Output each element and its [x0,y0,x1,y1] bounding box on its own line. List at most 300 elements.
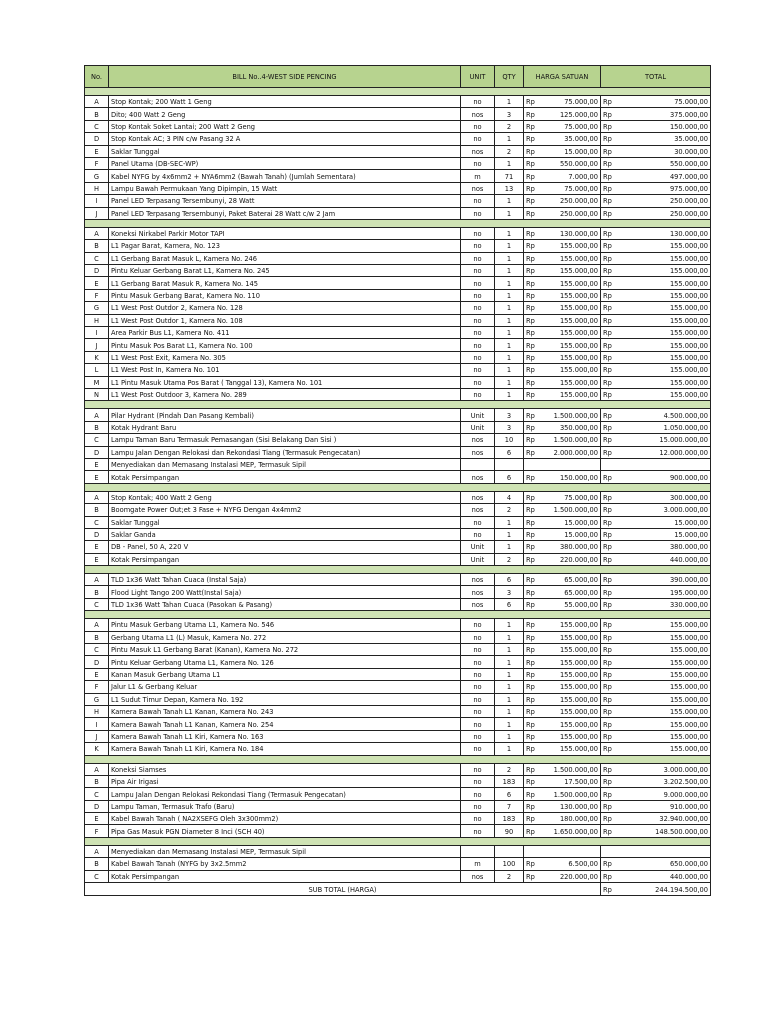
item-unit-price: 65.000,00 [543,586,601,598]
item-unit-price: 1.500.000,00 [543,434,601,446]
table-row [85,693,711,705]
item-unit: no [461,351,495,363]
item-no: K [85,743,109,755]
table-row [85,314,711,326]
item-unit-price: 155.000,00 [543,730,601,742]
header-no: No. [85,66,109,88]
price-currency: Rp [524,120,543,132]
item-unit: no [461,825,495,837]
item-unit: no [461,813,495,825]
item-description: L1 West Post Outdor 1, Kamera No. 108 [109,314,461,326]
item-unit: no [461,133,495,145]
table-row [85,302,711,314]
item-unit: no [461,516,495,528]
total-currency [601,458,619,470]
item-qty: 1 [495,388,524,400]
item-description: Pintu Masuk L1 Gerbang Barat (Kanan), Kamera No. 272 [109,644,461,656]
table-row [85,516,711,528]
item-unit: nos [461,108,495,120]
price-currency: Rp [524,763,543,775]
item-unit: no [461,339,495,351]
item-qty: 1 [495,541,524,553]
price-currency: Rp [524,693,543,705]
item-total: 155.000,00 [619,644,711,656]
price-currency: Rp [524,574,543,586]
item-no: C [85,516,109,528]
item-unit: nos [461,504,495,516]
item-description: Panel Utama (DB-SEC-WP) [109,157,461,169]
table-row [85,434,711,446]
item-unit: no [461,388,495,400]
item-description: DB - Panel, 50 A, 220 V [109,541,461,553]
table-row [85,644,711,656]
item-unit: nos [461,491,495,503]
item-no: F [85,157,109,169]
item-total [619,458,711,470]
table-row [85,870,711,882]
header-harga-satuan: HARGA SATUAN [524,66,601,88]
price-currency: Rp [524,705,543,717]
price-currency: Rp [524,314,543,326]
total-currency: Rp [601,145,619,157]
price-currency: Rp [524,656,543,668]
item-description: Saklar Tunggal [109,145,461,157]
table-row [85,327,711,339]
item-total: 440.000,00 [619,870,711,882]
price-currency: Rp [524,339,543,351]
item-qty: 183 [495,775,524,787]
total-currency: Rp [601,388,619,400]
item-no: A [85,619,109,631]
item-no: C [85,434,109,446]
item-unit-price: 15.000,00 [543,516,601,528]
item-unit-price: 155.000,00 [543,327,601,339]
item-no: B [85,108,109,120]
item-unit: nos [461,182,495,194]
item-qty: 1 [495,195,524,207]
item-description: Koneksi Nirkabel Parkir Motor TAPI [109,227,461,239]
item-unit-price: 550.000,00 [543,157,601,169]
section-band-cell [85,483,711,491]
table-row [85,491,711,503]
item-total: 330.000,00 [619,598,711,610]
item-qty: 6 [495,574,524,586]
item-total: 35.000,00 [619,133,711,145]
item-no: D [85,446,109,458]
item-total: 3.000.000,00 [619,504,711,516]
total-currency: Rp [601,409,619,421]
total-currency: Rp [601,195,619,207]
item-description: Gerbang Utama L1 (L) Masuk, Kamera No. 272 [109,631,461,643]
total-currency: Rp [601,586,619,598]
item-no: A [85,491,109,503]
total-currency: Rp [601,327,619,339]
table-row [85,471,711,483]
item-total: 155.000,00 [619,631,711,643]
item-qty: 1 [495,157,524,169]
item-unit: no [461,800,495,812]
item-total: 300.000,00 [619,491,711,503]
item-description: Panel LED Terpasang Tersembunyi, 28 Watt [109,195,461,207]
total-currency: Rp [601,302,619,314]
item-total: 9.000.000,00 [619,788,711,800]
item-unit: nos [461,434,495,446]
total-currency: Rp [601,446,619,458]
price-currency: Rp [524,516,543,528]
price-currency: Rp [524,858,543,870]
item-description: Menyediakan dan Memasang Instalasi MEP, Termasuk Sipil [109,845,461,857]
table-row [85,227,711,239]
item-description: Area Parkir Bus L1, Kamera No. 411 [109,327,461,339]
item-qty: 2 [495,553,524,565]
table-row [85,120,711,132]
table-row [85,351,711,363]
item-qty: 1 [495,339,524,351]
table-row [85,145,711,157]
item-no: C [85,870,109,882]
item-unit-price: 350.000,00 [543,421,601,433]
item-qty: 1 [495,265,524,277]
item-unit: no [461,376,495,388]
item-unit-price: 155.000,00 [543,289,601,301]
table-row [85,743,711,755]
item-description: Pintu Masuk Gerbang Barat, Kamera No. 110 [109,289,461,301]
item-unit-price: 220.000,00 [543,553,601,565]
item-total: 155.000,00 [619,656,711,668]
item-unit-price: 155.000,00 [543,388,601,400]
price-currency [524,458,543,470]
table-row [85,252,711,264]
item-qty: 1 [495,302,524,314]
total-currency: Rp [601,870,619,882]
total-currency: Rp [601,170,619,182]
item-unit-price: 130.000,00 [543,227,601,239]
item-total: 155.000,00 [619,265,711,277]
total-currency: Rp [601,504,619,516]
item-total: 440.000,00 [619,553,711,565]
item-total: 155.000,00 [619,619,711,631]
item-description: Lampu Jalan Dengan Relokasi dan Rekondasi Tiang (Termasuk Pengecatan) [109,446,461,458]
item-unit: nos [461,145,495,157]
price-currency: Rp [524,668,543,680]
item-unit: no [461,327,495,339]
total-currency: Rp [601,351,619,363]
item-description: L1 West Post Outdor 2, Kamera No. 128 [109,302,461,314]
table-row [85,265,711,277]
price-currency: Rp [524,327,543,339]
table-row [85,800,711,812]
item-no: E [85,541,109,553]
section-band [85,755,711,763]
item-description: Pilar Hydrant (Pindah Dan Pasang Kembali) [109,409,461,421]
item-total: 910.000,00 [619,800,711,812]
item-unit: nos [461,574,495,586]
item-qty [495,458,524,470]
item-qty: 10 [495,434,524,446]
item-no: J [85,339,109,351]
item-unit-price: 250.000,00 [543,195,601,207]
item-total: 497.000,00 [619,170,711,182]
item-unit: nos [461,446,495,458]
item-no: E [85,813,109,825]
item-description: Kamera Bawah Tanah L1 Kanan, Kamera No. 254 [109,718,461,730]
subtotal-row [85,883,711,896]
item-description: Stop Kontak AC; 3 PIN c/w Pasang 32 A [109,133,461,145]
item-total [619,845,711,857]
header-row [85,66,711,88]
item-total: 155.000,00 [619,351,711,363]
item-unit-price: 1.500.000,00 [543,409,601,421]
total-currency: Rp [601,813,619,825]
item-description: Lampu Bawah Permukaan Yang Dipimpin, 15 Watt [109,182,461,194]
item-total: 155.000,00 [619,718,711,730]
item-unit: no [461,705,495,717]
item-qty: 3 [495,421,524,433]
item-description: Koneksi Siamses [109,763,461,775]
item-unit-price [543,845,601,857]
total-currency: Rp [601,541,619,553]
item-total: 4.500.000,00 [619,409,711,421]
price-currency: Rp [524,277,543,289]
item-no: E [85,471,109,483]
item-qty: 1 [495,693,524,705]
item-qty: 3 [495,409,524,421]
item-unit: Unit [461,409,495,421]
header-unit: UNIT [461,66,495,88]
item-unit-price: 155.000,00 [543,693,601,705]
table-row [85,541,711,553]
item-qty: 1 [495,668,524,680]
price-currency: Rp [524,157,543,169]
item-unit: no [461,277,495,289]
item-unit-price: 380.000,00 [543,541,601,553]
item-unit-price: 220.000,00 [543,870,601,882]
price-currency: Rp [524,446,543,458]
item-unit: no [461,681,495,693]
item-qty: 1 [495,240,524,252]
item-qty: 1 [495,705,524,717]
item-unit: no [461,252,495,264]
item-description: Flood Light Tango 200 Watt(Instal Saja) [109,586,461,598]
item-qty: 1 [495,656,524,668]
item-unit: no [461,693,495,705]
total-currency: Rp [601,858,619,870]
table-row [85,277,711,289]
total-currency: Rp [601,743,619,755]
item-no: A [85,763,109,775]
header-title: BILL No..4-WEST SIDE PENCING [109,66,461,88]
table-row [85,763,711,775]
total-currency: Rp [601,108,619,120]
table-row [85,788,711,800]
item-unit-price: 65.000,00 [543,574,601,586]
item-description: Pintu Keluar Gerbang Barat L1, Kamera No. 245 [109,265,461,277]
item-unit-price: 155.000,00 [543,351,601,363]
item-description: Lampu Jalan Dengan Relokasi Rekondasi Tiang (Termasuk Pengecatan) [109,788,461,800]
item-qty: 1 [495,252,524,264]
item-qty: 1 [495,314,524,326]
table-row [85,553,711,565]
item-total: 148.500.000,00 [619,825,711,837]
table-row [85,656,711,668]
item-no: C [85,252,109,264]
item-total: 30.000,00 [619,145,711,157]
total-currency: Rp [601,376,619,388]
price-currency: Rp [524,240,543,252]
item-unit [461,845,495,857]
item-unit-price: 35.000,00 [543,133,601,145]
item-description: Dito; 400 Watt 2 Geng [109,108,461,120]
price-currency: Rp [524,170,543,182]
item-unit-price: 17.500,00 [543,775,601,787]
item-total: 15.000,00 [619,528,711,540]
total-currency: Rp [601,265,619,277]
item-total: 380.000,00 [619,541,711,553]
item-qty: 2 [495,763,524,775]
price-currency: Rp [524,388,543,400]
item-unit-price: 155.000,00 [543,364,601,376]
price-currency: Rp [524,195,543,207]
total-currency: Rp [601,289,619,301]
item-description: L1 Pintu Masuk Utama Pos Barat ( Tanggal 13), Kamera No. 101 [109,376,461,388]
item-qty: 1 [495,516,524,528]
item-unit: nos [461,586,495,598]
item-unit: no [461,743,495,755]
item-total: 155.000,00 [619,388,711,400]
item-total: 155.000,00 [619,277,711,289]
item-qty [495,845,524,857]
item-total: 975.000,00 [619,182,711,194]
item-unit-price: 1.500.000,00 [543,788,601,800]
table-row [85,845,711,857]
price-currency: Rp [524,619,543,631]
item-qty: 1 [495,644,524,656]
item-unit: Unit [461,421,495,433]
total-currency: Rp [601,775,619,787]
item-unit: no [461,157,495,169]
item-unit: no [461,619,495,631]
price-currency: Rp [524,351,543,363]
total-currency: Rp [601,788,619,800]
price-currency: Rp [524,743,543,755]
item-description: L1 Sudut Timur Depan, Kamera No. 192 [109,693,461,705]
item-no: H [85,314,109,326]
item-no: D [85,800,109,812]
table-row [85,504,711,516]
item-no: J [85,730,109,742]
item-total: 155.000,00 [619,240,711,252]
item-no: I [85,195,109,207]
table-row [85,598,711,610]
item-qty: 2 [495,120,524,132]
item-unit: no [461,314,495,326]
item-qty: 1 [495,351,524,363]
item-total: 375.000,00 [619,108,711,120]
item-description: Kotak Hydrant Baru [109,421,461,433]
total-currency: Rp [601,528,619,540]
item-no: D [85,265,109,277]
table-row [85,825,711,837]
item-total: 155.000,00 [619,327,711,339]
item-unit: m [461,170,495,182]
item-no: A [85,845,109,857]
item-unit: Unit [461,553,495,565]
subtotal-value: 244.194.500,00 [619,883,711,896]
item-qty: 3 [495,108,524,120]
item-total: 155.000,00 [619,339,711,351]
item-description: Lampu Taman Baru Termasuk Pemasangan (Sisi Belakang Dan Sisi ) [109,434,461,446]
item-unit-price: 155.000,00 [543,252,601,264]
item-qty: 1 [495,730,524,742]
table-row [85,170,711,182]
item-qty: 1 [495,289,524,301]
item-no: C [85,644,109,656]
table-row [85,668,711,680]
item-unit-price: 130.000,00 [543,800,601,812]
item-description: L1 West Post In, Kamera No. 101 [109,364,461,376]
item-no: D [85,656,109,668]
item-qty: 2 [495,145,524,157]
item-description: Kotak Persimpangan [109,553,461,565]
table-row [85,207,711,219]
item-description: Saklar Ganda [109,528,461,540]
item-no: I [85,327,109,339]
item-description: Boomgate Power Out;et 3 Fase + NYFG Dengan 4x4mm2 [109,504,461,516]
total-currency: Rp [601,339,619,351]
price-currency: Rp [524,825,543,837]
item-qty: 1 [495,528,524,540]
item-qty: 1 [495,327,524,339]
total-currency: Rp [601,434,619,446]
item-description: Kanan Masuk Gerbang Utama L1 [109,668,461,680]
price-currency: Rp [524,813,543,825]
total-currency: Rp [601,553,619,565]
price-currency: Rp [524,421,543,433]
price-currency: Rp [524,528,543,540]
table-row [85,705,711,717]
table-row [85,409,711,421]
subtotal-currency: Rp [601,883,619,896]
total-currency: Rp [601,252,619,264]
total-currency: Rp [601,619,619,631]
item-no: G [85,693,109,705]
item-description: Jalur L1 & Gerbang Keluar [109,681,461,693]
item-unit-price: 75.000,00 [543,491,601,503]
item-description: Pintu Masuk Pos Barat L1, Kamera No. 100 [109,339,461,351]
item-unit-price: 150.000,00 [543,471,601,483]
item-total: 155.000,00 [619,289,711,301]
item-unit: no [461,302,495,314]
item-total: 3.202.500,00 [619,775,711,787]
table-row [85,421,711,433]
item-unit-price: 75.000,00 [543,182,601,194]
item-total: 32.940.000,00 [619,813,711,825]
item-qty: 90 [495,825,524,837]
item-description: Pipa Gas Masuk PGN Diameter 8 Inci (SCH 40) [109,825,461,837]
item-unit: no [461,227,495,239]
item-unit-price: 15.000,00 [543,528,601,540]
item-total: 250.000,00 [619,195,711,207]
item-unit-price: 155.000,00 [543,265,601,277]
item-description: Pintu Masuk Gerbang Utama L1, Kamera No. 546 [109,619,461,631]
section-band-cell [85,219,711,227]
item-unit: m [461,858,495,870]
item-description: Panel LED Terpasang Tersembunyi, Paket Baterai 28 Watt c/w 2 Jam [109,207,461,219]
item-qty: 1 [495,718,524,730]
item-no: N [85,388,109,400]
price-currency: Rp [524,434,543,446]
price-currency [524,845,543,857]
